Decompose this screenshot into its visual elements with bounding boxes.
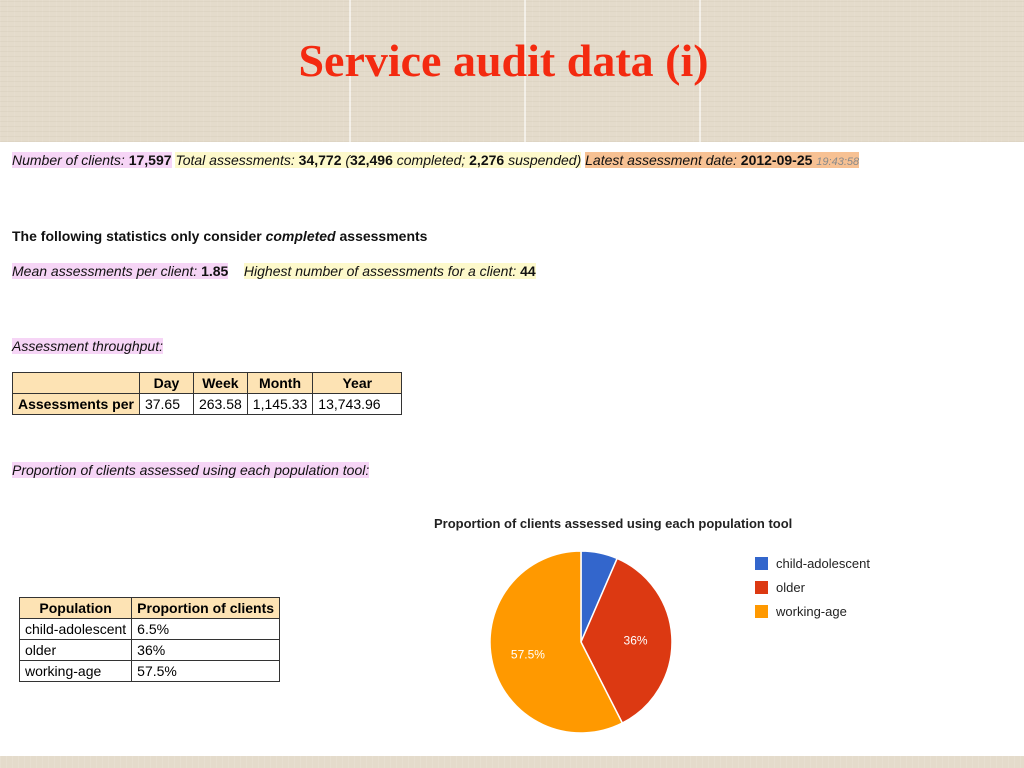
table-cell: 57.5% [132, 661, 280, 682]
chart-title: Proportion of clients assessed using each population tool [434, 516, 793, 531]
table-cell: 1,145.33 [247, 394, 313, 415]
highest-stat [244, 263, 536, 279]
mean-label: Mean assessments per client: [12, 263, 202, 279]
table-cell: 13,743.96 [313, 394, 402, 415]
proportion-heading: Proportion of clients assessed using each population tool: [12, 462, 370, 478]
slide-title: Service audit data (i) [298, 35, 709, 86]
throughput-heading: Assessment throughput: [12, 338, 163, 354]
assessments-summary [175, 152, 581, 168]
clients-value: 17,597 [128, 152, 172, 168]
table-header-row [13, 373, 402, 394]
total-label: Total assessments: [175, 152, 299, 168]
note-suffix: assessments [335, 228, 428, 244]
legend-item[interactable] [755, 575, 870, 599]
pie-slice-label: 57.5% [510, 647, 545, 662]
table-header-cell: Week [193, 373, 247, 394]
table-header-cell: Population [20, 598, 132, 619]
pie-slice-label: 36% [623, 633, 648, 648]
table-cell: 6.5% [132, 619, 280, 640]
table-row [13, 394, 402, 415]
mean-value: 1.85 [201, 263, 229, 279]
latest-date: 2012-09-25 [740, 152, 813, 168]
table-header-cell: Proportion of clients [132, 598, 280, 619]
slide-footer [0, 756, 1024, 768]
table-header-cell: Year [313, 373, 402, 394]
chart-legend [755, 551, 870, 623]
legend-item[interactable] [755, 599, 870, 623]
table-row [20, 640, 280, 661]
note-emphasis: completed [265, 228, 336, 244]
table-cell: 36% [132, 640, 280, 661]
table-cell: 263.58 [193, 394, 247, 415]
table-cell: working-age [20, 661, 132, 682]
slide-header [0, 0, 1024, 142]
highest-label: Highest number of assessments for a client: [243, 263, 521, 279]
latest-time: 19:43:58 [816, 156, 860, 168]
table-cell: older [20, 640, 132, 661]
row-label: Assessments per [13, 394, 140, 415]
stats-line [12, 263, 536, 279]
table-row [20, 619, 280, 640]
total-value: 34,772 [298, 152, 342, 168]
table-cell: 37.65 [139, 394, 193, 415]
table-header-row [20, 598, 280, 619]
completed-value: 32,496 [350, 152, 393, 168]
legend-swatch [755, 605, 768, 618]
legend-label: child-adolescent [776, 555, 870, 571]
legend-label: older [776, 579, 805, 595]
completed-note [12, 228, 427, 244]
suspended-value: 2,276 [469, 152, 505, 168]
legend-swatch [755, 581, 768, 594]
suspended-label: suspended) [504, 152, 582, 168]
throughput-heading-line [12, 338, 163, 354]
legend-swatch [755, 557, 768, 570]
mean-stat [12, 263, 228, 279]
latest-date-summary [585, 152, 859, 168]
open-paren: ( [341, 152, 351, 168]
clients-summary [12, 152, 172, 168]
table-header-cell: Month [247, 373, 313, 394]
pie-chart [481, 542, 681, 742]
legend-label: working-age [776, 603, 847, 619]
completed-label: completed; [392, 152, 470, 168]
throughput-table [12, 372, 402, 415]
population-table [19, 597, 280, 682]
highest-value: 44 [520, 263, 536, 279]
clients-label: Number of clients: [12, 152, 129, 168]
note-prefix: The following statistics only consider [12, 228, 266, 244]
summary-line [12, 152, 859, 168]
table-row [20, 661, 280, 682]
legend-item[interactable] [755, 551, 870, 575]
table-cell: child-adolescent [20, 619, 132, 640]
proportion-heading-line [12, 462, 369, 478]
table-header-cell [13, 373, 140, 394]
table-header-cell: Day [139, 373, 193, 394]
latest-label: Latest assessment date: [585, 152, 741, 168]
